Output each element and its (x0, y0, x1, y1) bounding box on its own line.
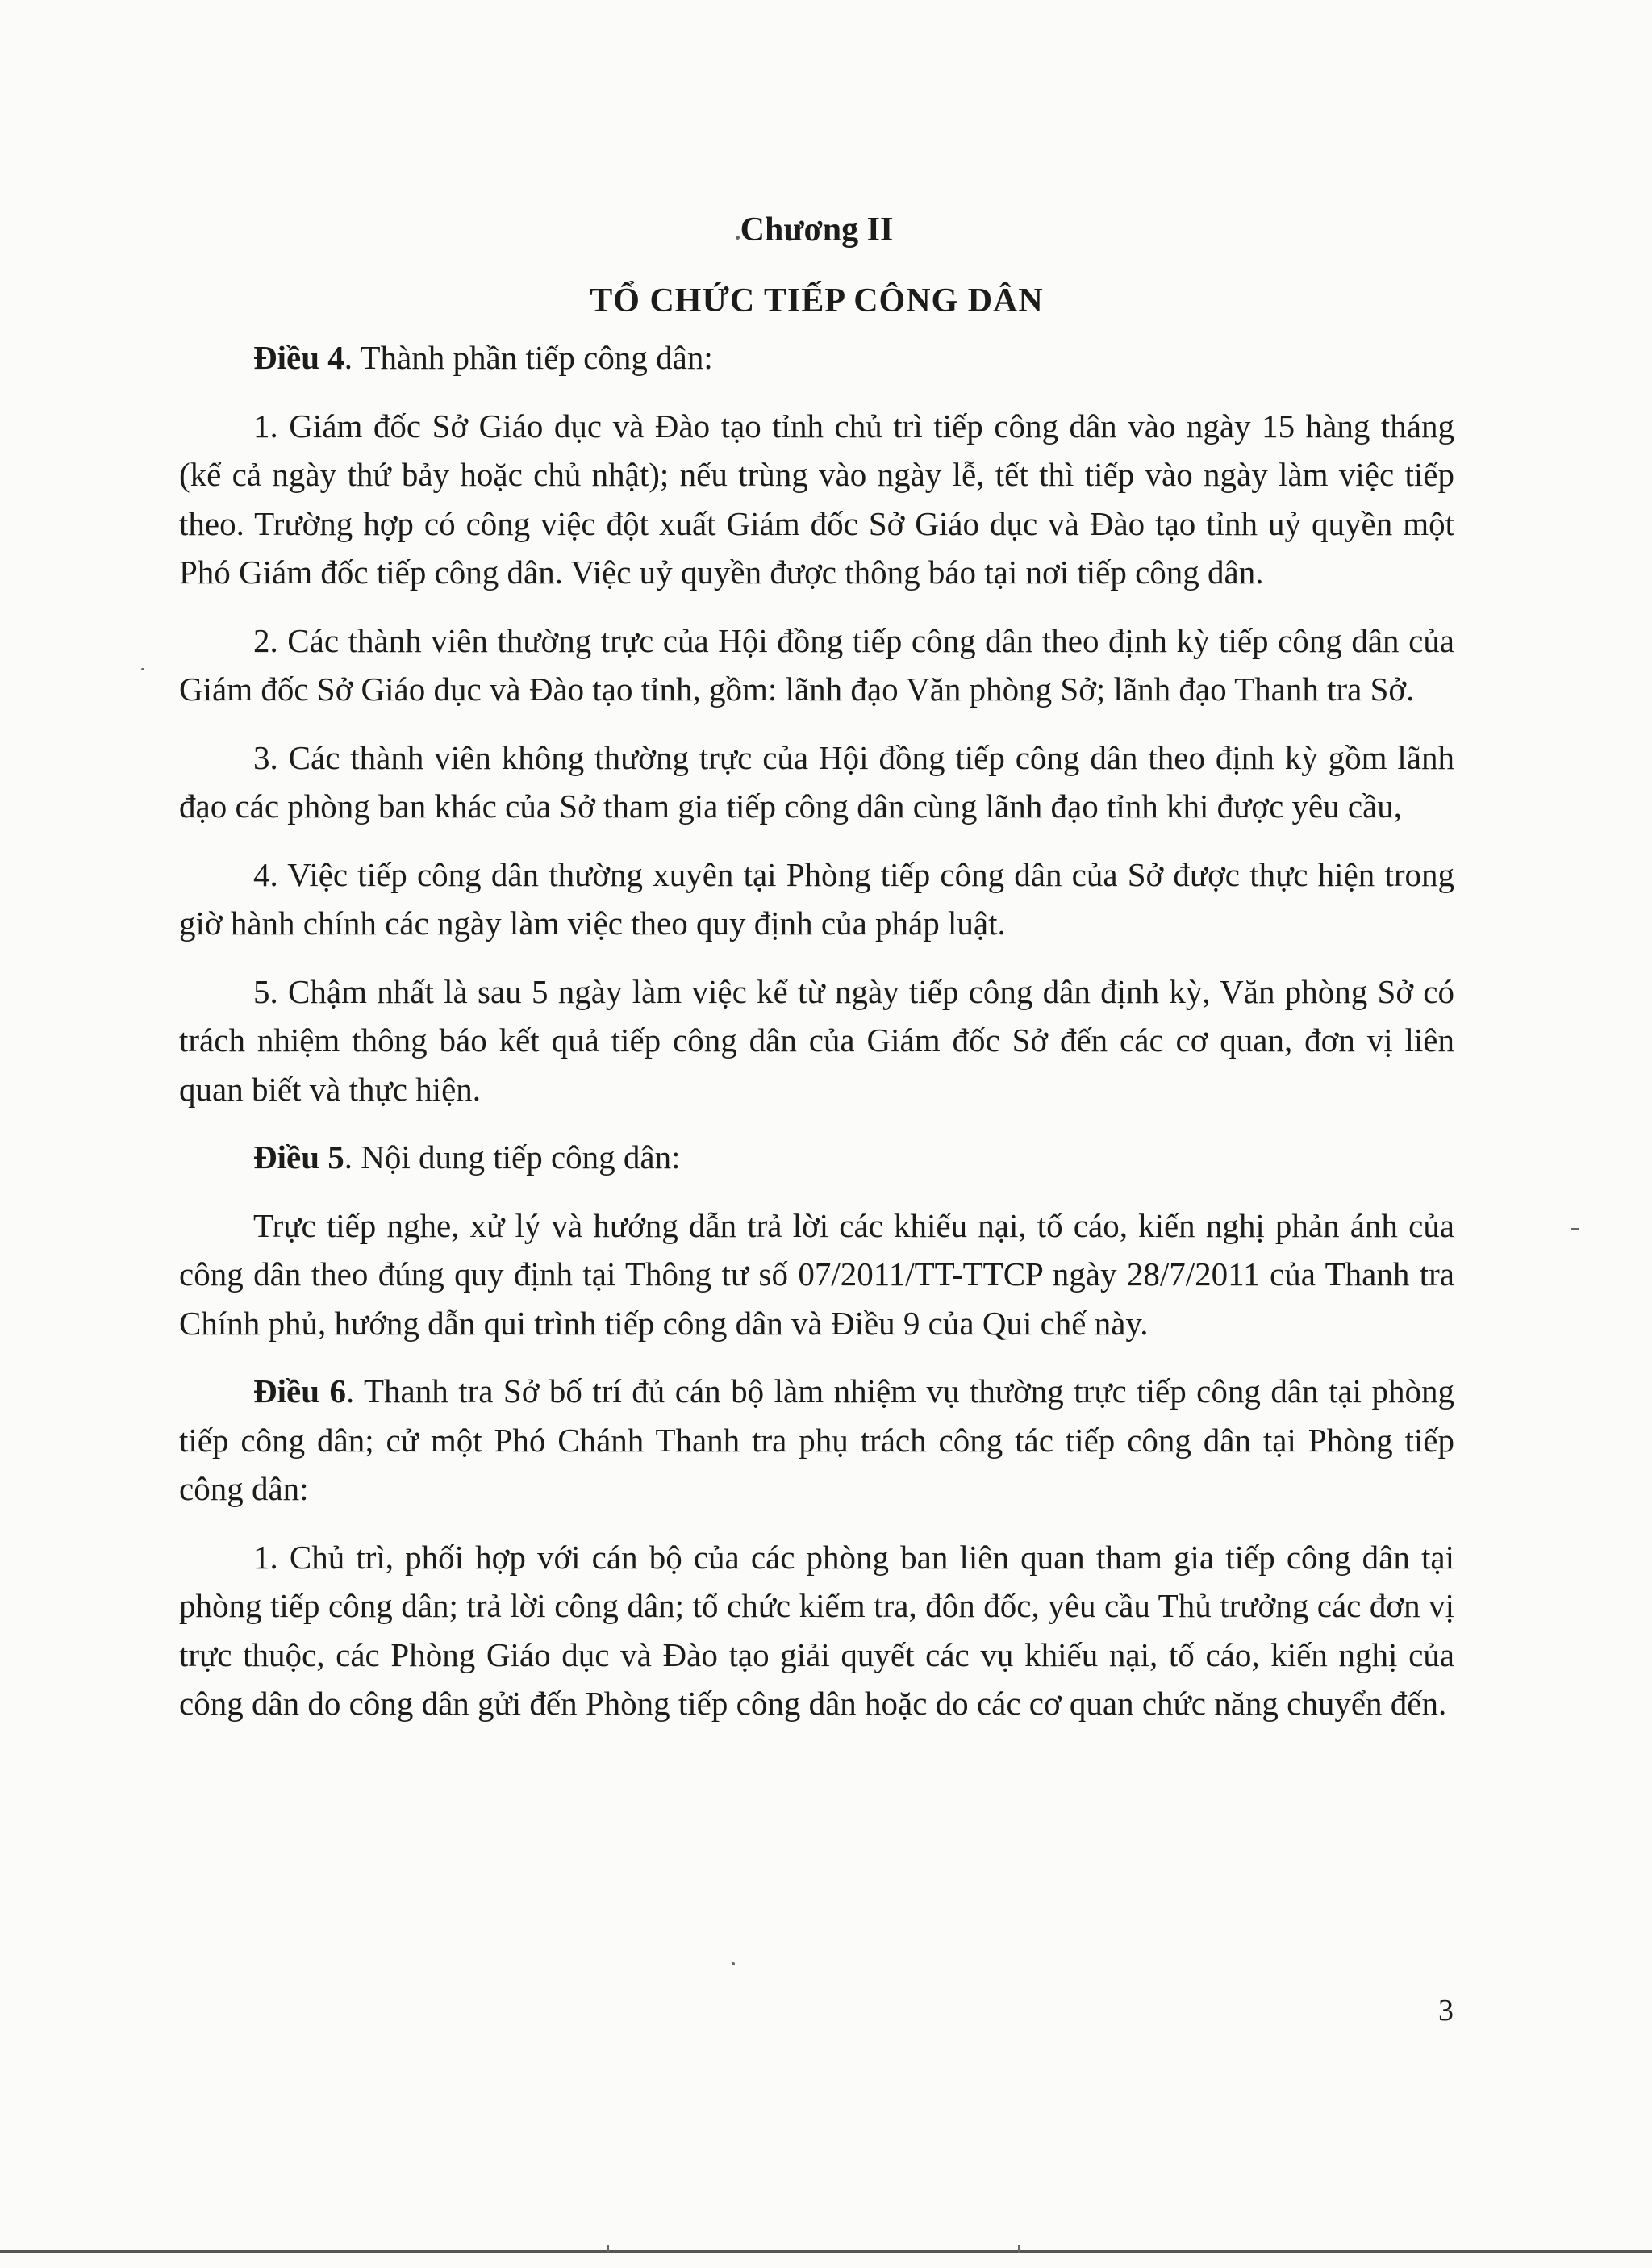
chapter-title: TỔ CHỨC TIẾP CÔNG DÂN (590, 282, 1044, 320)
scan-speck (1571, 1228, 1579, 1230)
article-5-heading-text: . Nội dung tiếp công dân: (344, 1138, 681, 1176)
article-6-label: Điều 6 (253, 1372, 346, 1410)
article-4-item-4: 4. Việc tiếp công dân thường xuyên tại Phòng tiếp công dân của Sở được thực hiện trong giờ hành chính các ngày làm việc theo quy định của pháp luật. (179, 855, 1454, 942)
article-4-heading-text: . Thành phần tiếp công dân: (344, 339, 713, 376)
article-4-heading (179, 333, 1454, 382)
article-6-item-1: 1. Chủ trì, phối hợp với cán bộ của các phòng ban liên quan tham gia tiếp công dân tại phòng tiếp công dân; trả lời công dân; tổ chức kiểm tra, đôn đốc, yêu cầu Thủ trưởng các đơn vị trực thuộc, các Phòng Giáo dục và Đào tạo giải quyết các vụ khiếu nại, tố cáo, kiến nghị của công dân do công dân gửi đến Phòng tiếp công dân hoặc do các cơ quan chức năng chuyển đến. (179, 1538, 1454, 1722)
chapter-label: Chương II (740, 211, 894, 249)
scan-speck (141, 668, 144, 670)
page-number: 3 (1438, 1994, 1454, 2028)
article-4-item-5: 5. Chậm nhất là sau 5 ngày làm việc kể từ ngày tiếp công dân định kỳ, Văn phòng Sở có trách nhiệm thông báo kết quả tiếp công dân của Giám đốc Sở đến các cơ quan, đơn vị liên quan biết và thực hiện. (179, 972, 1454, 1108)
article-4-item-1: 1. Giám đốc Sở Giáo dục và Đào tạo tỉnh chủ trì tiếp công dân vào ngày 15 hàng tháng (kể cả ngày thứ bảy hoặc chủ nhật); nếu trùng vào ngày lễ, tết thì tiếp vào ngày làm việc tiếp theo. Trường hợp có công việc đột xuất Giám đốc Sở Giáo dục và Đào tạo tỉnh uỷ quyền một Phó Giám đốc tiếp công dân. Việc uỷ quyền được thông báo tại nơi tiếp công dân. (179, 407, 1454, 591)
scan-edge-tick (1018, 2245, 1020, 2253)
article-6-heading-text: . Thanh tra Sở bố trí đủ cán bộ làm nhiệm vụ thường trực tiếp công dân tại phòng tiếp công dân; cử một Phó Chánh Thanh tra phụ trách công tác tiếp công dân tại Phòng tiếp công dân: (179, 1372, 1454, 1507)
article-5-body: Trực tiếp nghe, xử lý và hướng dẫn trả lời các khiếu nại, tố cáo, kiến nghị phản ánh của công dân theo đúng quy định tại Thông tư số 07/2011/TT-TTCP ngày 28/7/2011 của Thanh tra Chính phủ, hướng dẫn qui trình tiếp công dân và Điều 9 của Qui chế này. (179, 1206, 1454, 1342)
scan-speck (732, 1962, 735, 1965)
scan-edge-line (0, 2250, 1652, 2253)
document-body (179, 206, 1454, 1728)
article-6-heading (179, 1367, 1454, 1514)
article-4-item-3: 3. Các thành viên không thường trực của Hội đồng tiếp công dân theo định kỳ gồm lãnh đạo các phòng ban khác của Sở tham gia tiếp công dân cùng lãnh đạo tỉnh khi được yêu cầu, (179, 738, 1454, 825)
scan-edge-tick (607, 2245, 609, 2253)
article-4-item-2: 2. Các thành viên thường trực của Hội đồng tiếp công dân theo định kỳ tiếp công dân của Giám đốc Sở Giáo dục và Đào tạo tỉnh, gồm: lãnh đạo Văn phòng Sở; lãnh đạo Thanh tra Sở. (179, 621, 1454, 708)
article-5-heading (179, 1133, 1454, 1182)
article-4-label: Điều 4 (253, 339, 344, 376)
article-5-label: Điều 5 (253, 1138, 344, 1176)
